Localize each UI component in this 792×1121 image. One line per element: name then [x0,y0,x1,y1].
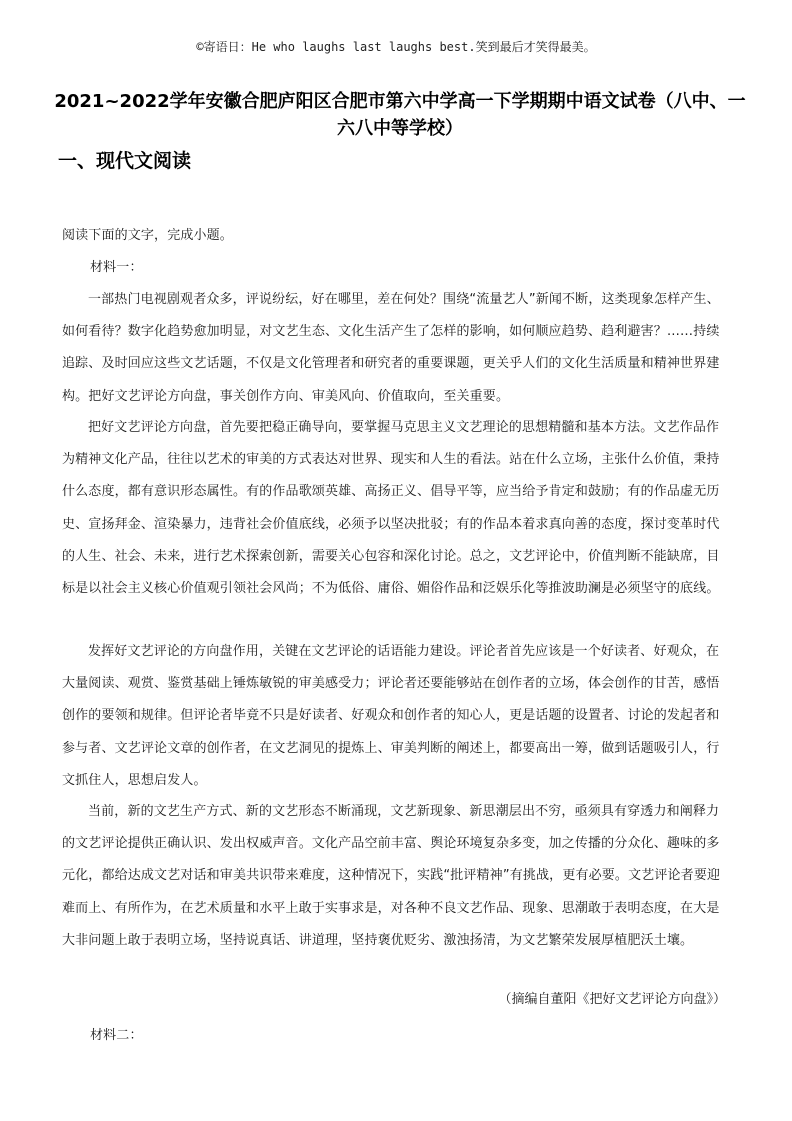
paragraph-1: 一部热门电视剧观者众多，评说纷纭，好在哪里，差在何处？围绕“流量艺人”新闻不断，这类现象怎样产生、如何看待？数字化趋势愈加明显，对文艺生态、文化生活产生了怎样的影响，如何顺应趋势、趋利避害？……持续追踪、及时回应这些文艺话题，不仅是文化管理者和研究者的重要课题，更关乎人们的文化生活质量和精神世界建构。把好文艺评论方向盘，事关创作方向、审美风向、价值取向，至关重要。 [62,292,720,404]
paragraph-3: 发挥好文艺评论的方向盘作用，关键在文艺评论的话语能力建设。评论者首先应该是一个好读者、好观众，在大量阅读、观赏、鉴赏基础上锤炼敏锐的审美感受力；评论者还要能够站在创作者的立场，体会创作的甘苦，感悟创作的要领和规律。但评论者毕竟不只是好读者、好观众和创作者的知心人，更是话题的设置者、讨论的发起者和参与者、文艺评论文章的创作者，在文艺洞见的提炼上、审美判断的阐述上，都要高出一筹，做到话题吸引人，行文抓住人，思想启发人。 [62,644,720,788]
material-1-label: 材料一： [90,260,143,275]
paragraph-4: 当前，新的文艺生产方式、新的文艺形态不断涌现，文艺新现象、新思潮层出不穷，亟须具有穿透力和阐释力的文艺评论提供正确认识、发出权威声音。文化产品空前丰富、舆论环境复杂多变，加之传播的分众化、趣味的多元化，都给达成文艺对话和审美共识带来难度，这种情况下，实践“批评精神”有挑战，更有必要。文艺评论者要迎难而上、有所作为，在艺术质量和水平上敢于实事求是，对各种不良文艺作品、现象、思潮敢于表明态度，在大是大非问题上敢于表明立场，坚持说真话、讲道理，坚持褒优贬劣、激浊扬清，为文艺繁荣发展厚植肥沃土壤。 [62,804,721,948]
instruction-text: 阅读下面的文字，完成小题。 [62,228,233,243]
page-title: 2021~2022学年安徽合肥庐阳区合肥市第六中学高一下学期期中语文试卷（八中、一六八中等学校） [54,91,746,139]
material-2-label: 材料二： [90,1028,143,1043]
page-motto: ©寄语日：He who laughs last laughs best.笑到最后才笑得最美。 [196,40,596,54]
source-citation: （摘编自董阳《把好文艺评论方向盘》） [498,992,726,1007]
paragraph-2: 把好文艺评论方向盘，首先要把稳正确导向，要掌握马克思主义文艺理论的思想精髓和基本方法。文艺作品作为精神文化产品，往往以艺术的审美的方式表达对世界、现实和人生的看法。站在什么立场，主张什么价值，秉持什么态度，都有意识形态属性。有的作品歌颂英雄、高扬正义、倡导平等，应当给予肯定和鼓励；有的作品虚无历史、宣扬拜金、渲染暴力，违背社会价值底线，必须予以坚决批驳；有的作品本着求真向善的态度，探讨变革时代的人生、社会、未来，进行艺术探索创新，需要关心包容和深化讨论。总之，文艺评论中，价值判断不能缺席，目标是以社会主义核心价值观引领社会风尚；不为低俗、庸俗、媚俗作品和泛娱乐化等推波助澜是必须坚守的底线。 [62,420,720,597]
section-heading: 一、现代文阅读 [58,150,192,172]
